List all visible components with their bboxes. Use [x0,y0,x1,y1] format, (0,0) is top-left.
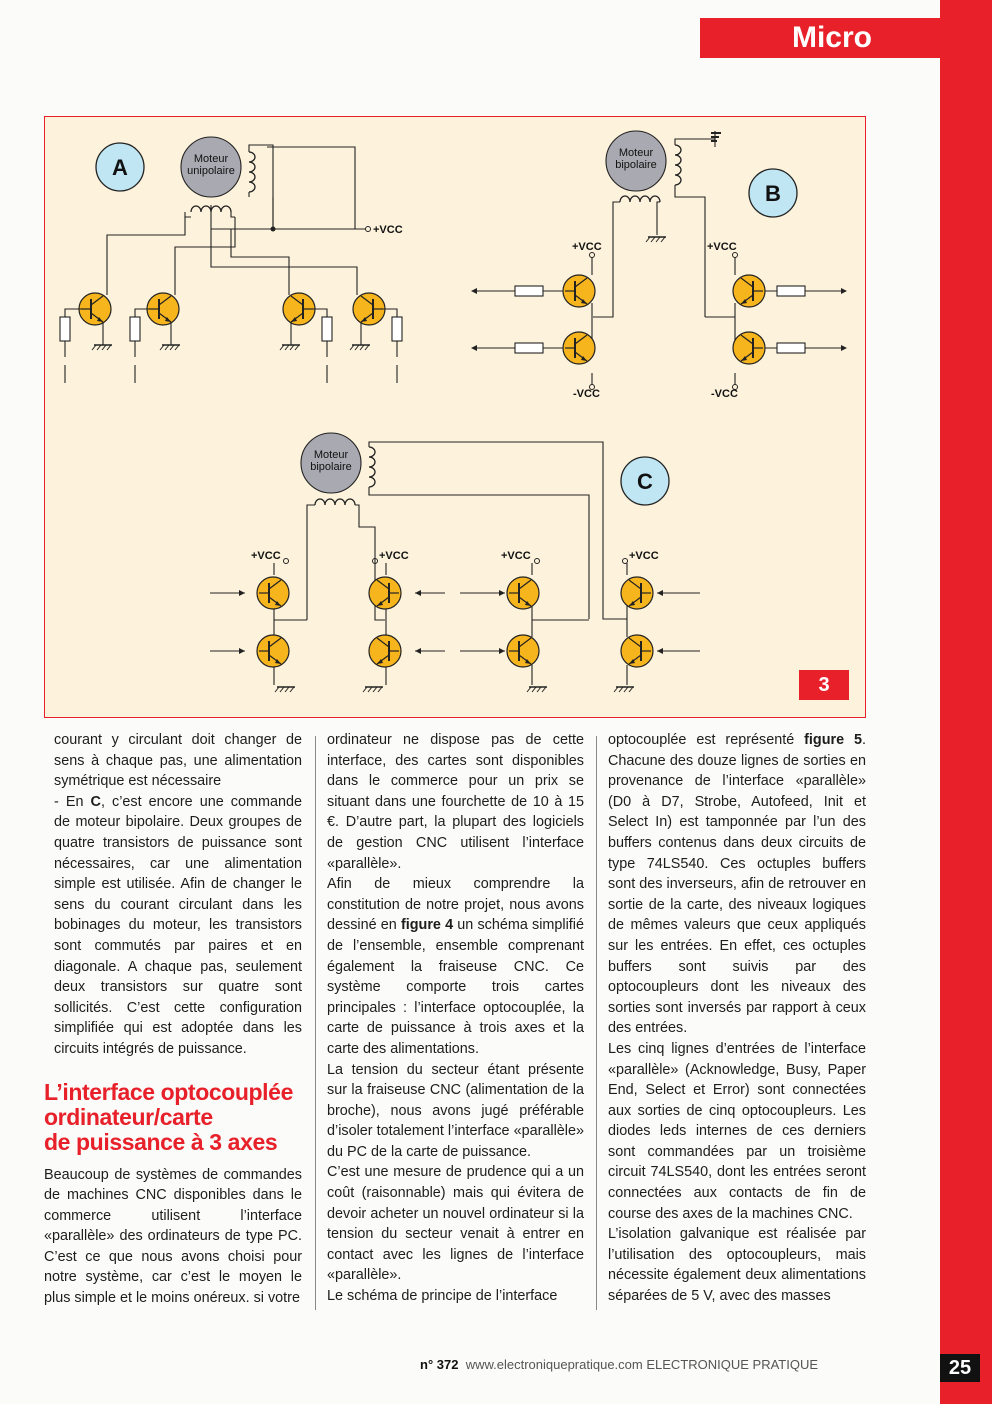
column-2 [327,730,584,1307]
section-heading: L’interface optocouplée ordinateur/carte de puissance à 3 axes [44,1078,293,1155]
column-divider-1 [315,736,316,1310]
col2-paragraph-4: C’est une mesure de prudence qui a un coût (raisonnable) mais qui évitera de devoir acheter un nouvel ordinateur si la tension du secteur venait à entrer en contact avec les lignes de l’interface «parallèle». [327,1164,584,1284]
vcc-label-a: +VCC [373,224,403,236]
vcc-label-b2: +VCC [707,241,737,253]
col1-paragraph-3: Beaucoup de systèmes de commandes de machines CNC disponibles dans le commerce utilisent l’interface «parallèle» des ordinateurs de type PC. C’est ce que nous avons choisi pour notre système, car c’est le moyen le plus simple et le moins onéreux. si votre [44,1166,302,1307]
motor-a-line2: unipolaire [187,165,235,177]
vcc-label-b1: +VCC [572,241,602,253]
col1-paragraph-2: - En C, c’est encore une commande de moteur bipolaire. Deux groupes de quatre transistors de puissance sont nécessaires, car une alimentation simple est utilisée. Afin de changer le sens du courant circulant dans les bobinages du moteur, les transistors sont commutés par paires et en diagonale. A chaque pas, seulement deux transistors sur quatre sont sollicités. C’est cette configuration simplifiée qui est adoptée dans les circuits intégrés de puissance. [54,793,302,1057]
col3-paragraph-3: L’isolation galvanique est réalisée par l’utilisation des optocoupleurs, mais nécessite également deux alimentations séparées de 5 V, avec des masses [608,1226,866,1305]
circuit-diagram [45,117,867,719]
column-3 [608,730,866,1307]
col3-paragraph-1: optocouplée est représenté figure 5. Chacune des douze lignes de sorties en provenance de l’interface «parallèle» (D0 à D7, Strobe, Autofeed, Init et Select In) est tamponnée par l’un des buffers contenus dans deux circuits de type 74LS540. Ces octuples buffers sont des inverseurs, afin de retrouver en sortie de la carte, des niveaux logiques de mêmes valeurs que ceux appliqués sur les entrées. En effet, ces octuples buffers sont suivis par des optocoupleurs dont les niveaux des sorties sont inversés par rapport à ceux des entrées. [608,732,866,1037]
vcc-minus-b2: -VCC [711,388,738,400]
motor-b-line2: bipolaire [615,159,657,171]
motor-b-line1: Moteur [618,147,654,159]
page-number: 25 [940,1354,980,1382]
label-b: B [765,181,781,206]
figure-number: 3 [799,670,849,700]
right-edge-bar [940,0,992,1404]
figure-3 [44,116,866,718]
col2-paragraph-1: ordinateur ne dispose pas de cette interface, des cartes sont disponibles dans le commerce pour un prix se situant dans une fourchette de 10 à 15 €. D’autre part, la plupart des logiciels de gestion CNC utilisent l’interface «parallèle». [327,732,584,872]
vcc-minus-b1: -VCC [573,388,600,400]
motor-a-line1: Moteur [193,153,229,165]
footer-magazine: ELECTRONIQUE PRATIQUE [646,1357,819,1372]
col2-paragraph-2: Afin de mieux comprendre la constitution de notre projet, nous avons dessiné en figure 4 un schéma simplifié de l’ensemble, ensemble comprenant également la fraiseuse CNC. Ce système comporte trois cartes principales : l’interface optocouplée, la carte de puissance à trois axes et la carte des alimentations. [327,876,584,1057]
vcc-label-c2: +VCC [379,550,409,562]
vcc-label-c1: +VCC [251,550,281,562]
column-divider-2 [596,736,597,1310]
column-1 [44,730,302,1309]
col2-paragraph-3: La tension du secteur étant présente sur la fraiseuse CNC (alimentation de la broche), nous avons jugé préférable d’isoler totalement l’interface «parallèle» du PC de la carte de puissance. [327,1061,584,1160]
page-footer [420,1357,818,1372]
col3-paragraph-2: Les cinq lignes d’entrées de l’interface «parallèle» (Acknowledge, Busy, Paper End, Select et Error) sont connectées aux sorties de cinq optocoupleurs. Les diodes leds internes de ces derniers sont commandées par un troisième circuit 74LS540, dont les entrées seront connectées aux contacts de fin de course des axes de la machines CNC. [608,1040,866,1222]
motor-c-line2: bipolaire [310,461,352,473]
label-c: C [637,469,653,494]
section-tab: Micro [700,18,940,58]
col2-paragraph-5: Le schéma de principe de l’interface [327,1288,558,1305]
footer-url: www.electroniquepratique.com [465,1357,643,1372]
vcc-label-c3: +VCC [501,550,531,562]
vcc-label-c4: +VCC [629,550,659,562]
motor-c-line1: Moteur [313,449,349,461]
label-a: A [112,155,128,180]
col1-paragraph-1: courant y circulant doit changer de sens à chaque pas, une alimentation symétrique est nécessaire [54,732,302,790]
issue-number: n° 372 [420,1357,459,1372]
